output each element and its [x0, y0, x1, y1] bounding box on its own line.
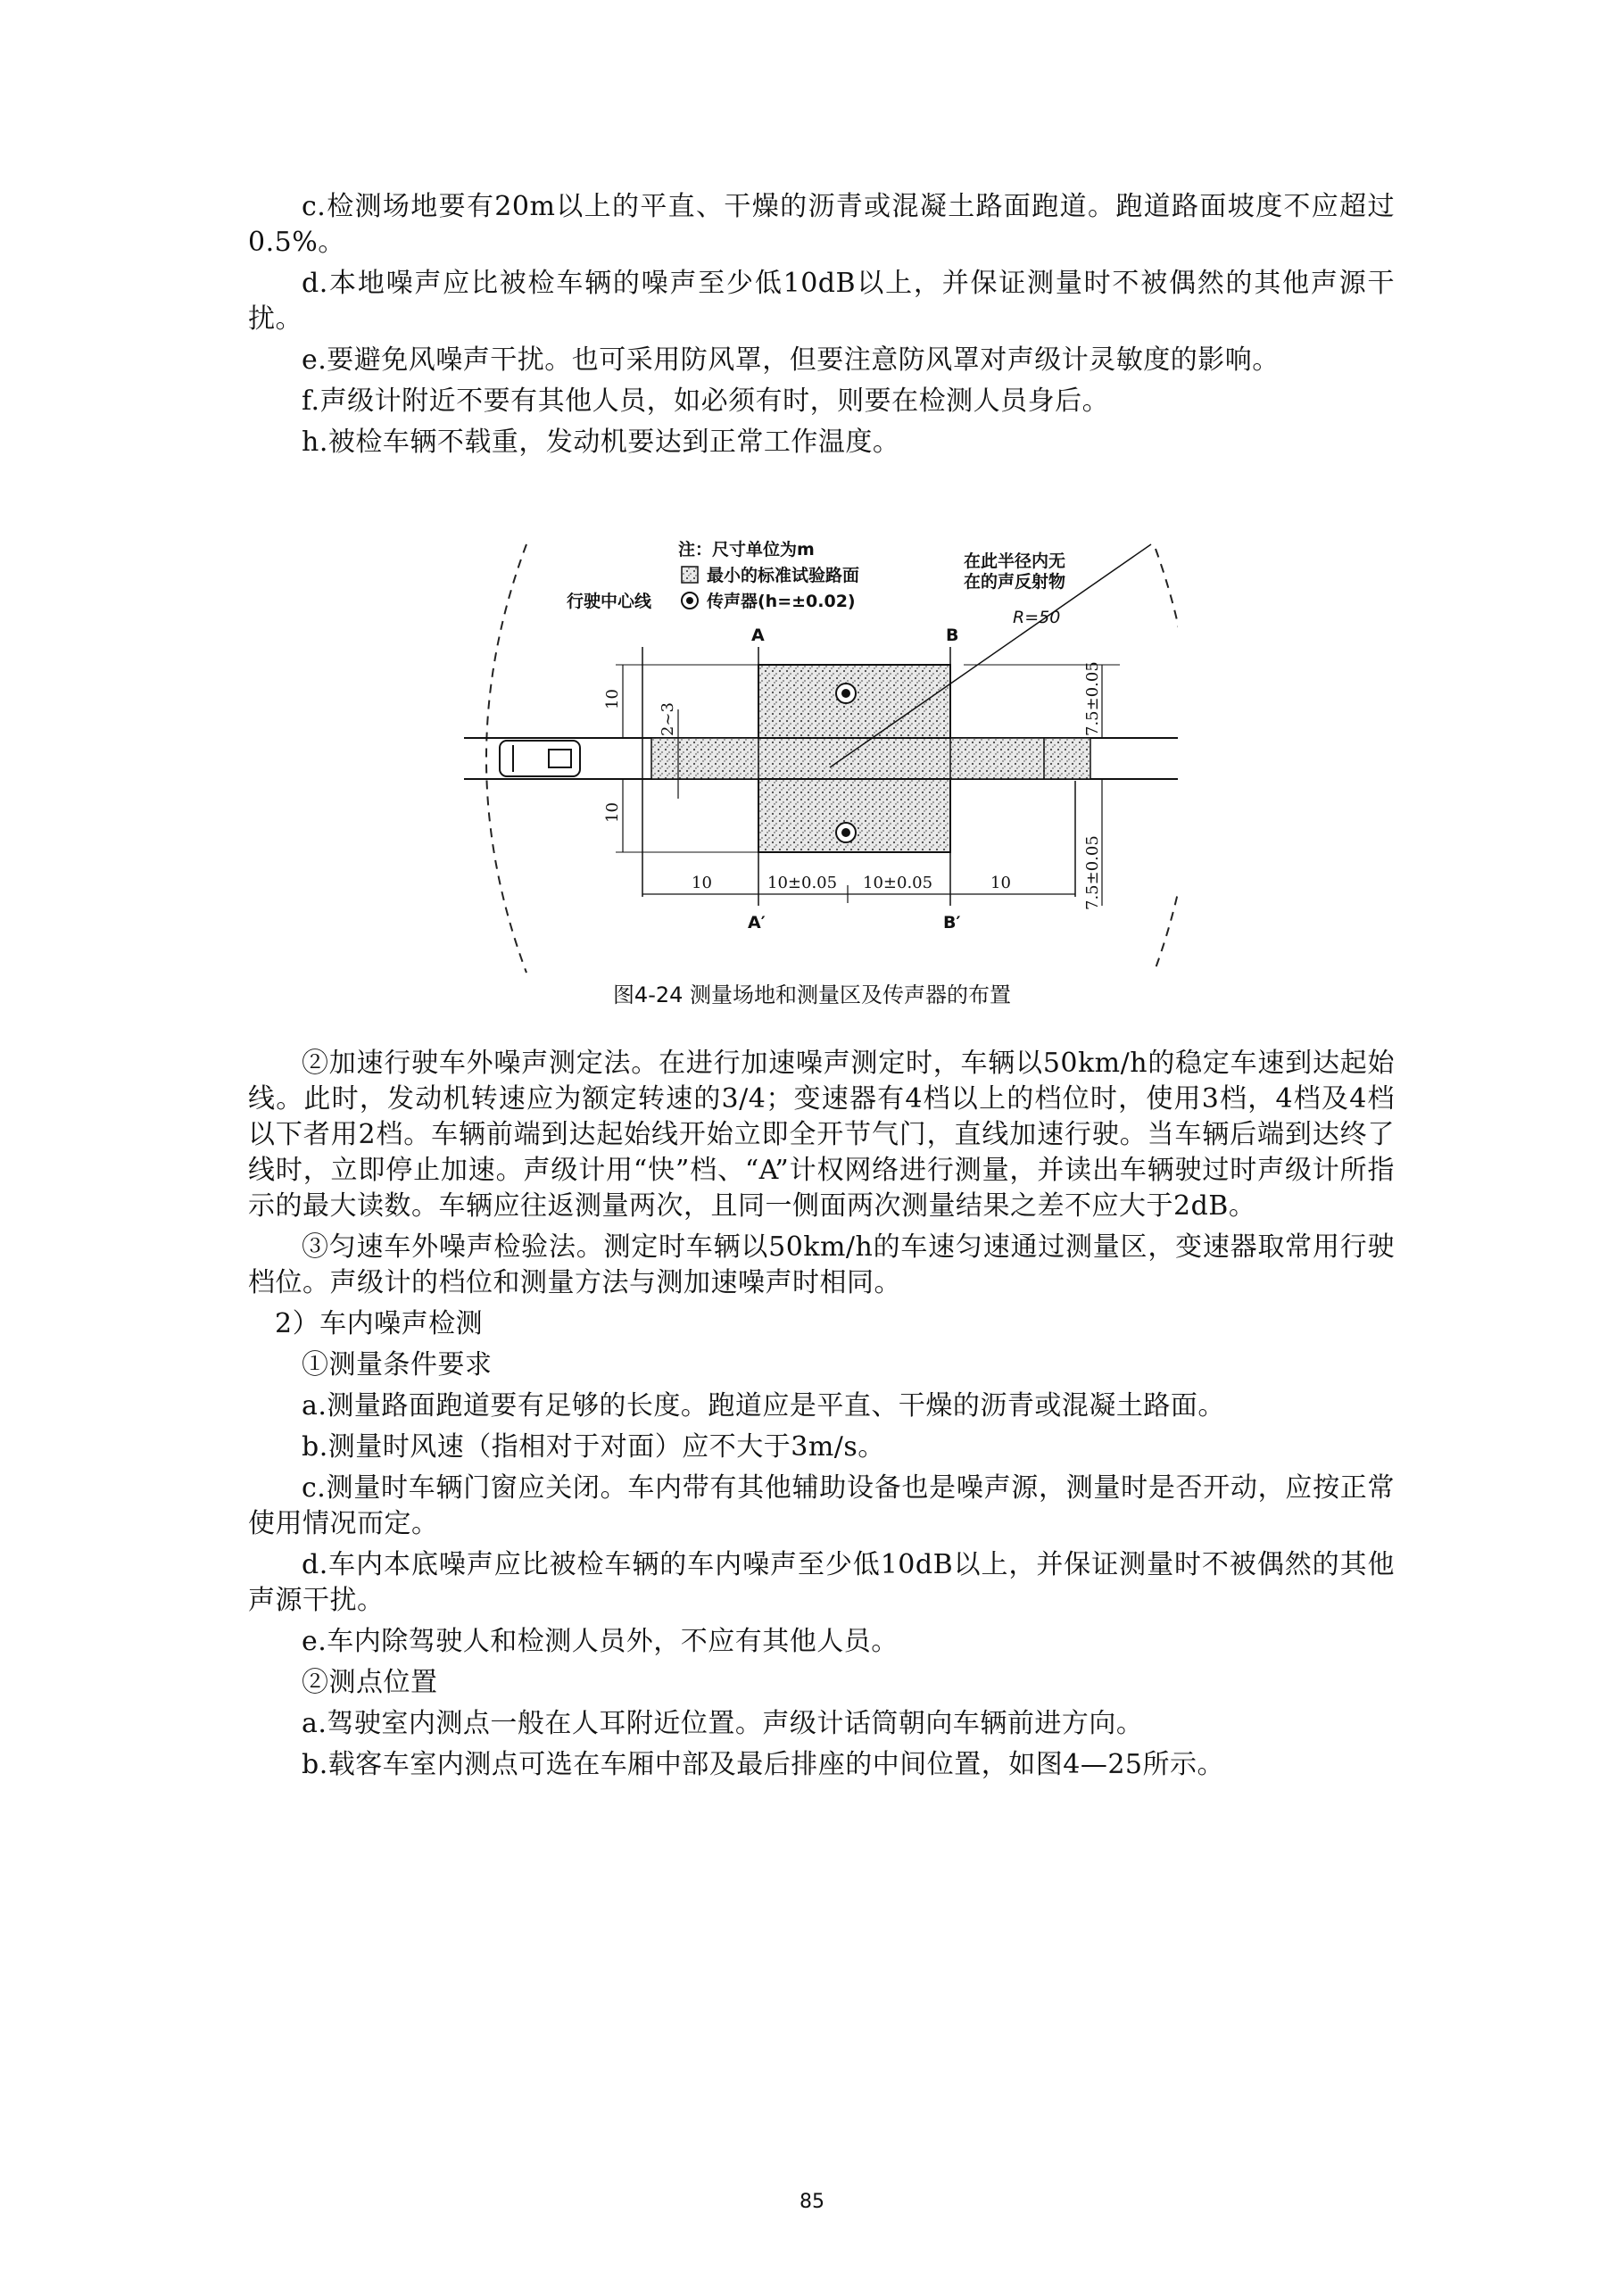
- paragraph-d2: d.车内本底噪声应比被检车辆的车内噪声至少低10dB以上，并保证测量时不被偶然的其他声源干扰。: [248, 1549, 1395, 1616]
- paragraph-a: a.测量路面跑道要有足够的长度。跑道应是平直、干燥的沥青或混凝土路面。: [302, 1390, 1225, 1422]
- radius-boundary-right: [1156, 549, 1178, 968]
- dim-7-5-top: 7.5±0.05: [1083, 661, 1102, 736]
- dim-7-5-bottom: 7.5±0.05: [1083, 835, 1102, 910]
- legend-mic: 传声器(h=±0.02): [707, 592, 856, 611]
- legend-note: 注：尺寸单位为m: [678, 540, 815, 559]
- test-road-strip: [651, 738, 1080, 779]
- paragraph-d: d.本地噪声应比被检车辆的噪声至少低10dB以上，并保证测量时不被偶然的其他声源干扰。: [248, 268, 1395, 335]
- paragraph-h: h.被检车辆不载重，发动机要达到正常工作温度。: [302, 427, 900, 458]
- dim-bottom-2: 10±0.05: [767, 874, 838, 892]
- label-radius-line2: 在的声反射物: [964, 572, 1066, 592]
- test-road-end-strip: [1044, 738, 1090, 779]
- dim-bottom-3: 10±0.05: [863, 874, 933, 892]
- legend-mic-icon: [682, 593, 698, 609]
- paragraph-c2: c.测量时车辆门窗应关闭。车内带有其他辅助设备也是噪声源，测量时是否开动，应按正常使用情况而定。: [248, 1472, 1395, 1539]
- label-B: B: [946, 626, 959, 645]
- dim-10-top: 10: [603, 689, 622, 709]
- label-B-prime: B′: [943, 913, 961, 932]
- dim-10-bottom: 10: [603, 802, 622, 823]
- measurement-zone-top: [758, 665, 950, 738]
- figure-caption: 图4-24 测量场地和测量区及传声器的布置: [612, 982, 1012, 1007]
- dim-2-3: 2~3: [659, 702, 677, 736]
- paragraph-accel: ②加速行驶车外噪声测定法。在进行加速噪声测定时，车辆以50km/h的稳定车速到达起始线。此时，发动机转速应为额定转速的3/4；变速器有4档以上的档位时，使用3档，4档及4档以下者用2档。车辆前端到达起始线开始立即全开节气门，直线加速行驶。当车辆后端到达终了线时，立即停止加速。声级计用“快”档、“A”计权网络进行测量，并读出车辆驶过时声级计所指示的最大读数。车辆应往返测量两次，且同一侧面两次测量结果之差不应大于2dB。: [248, 1048, 1395, 1222]
- label-A: A: [751, 626, 765, 645]
- label-radius-value: R=50: [1013, 608, 1061, 627]
- figure-4-24: [464, 526, 1178, 1008]
- label-centerline: 行驶中心线: [567, 592, 652, 611]
- bottom-text-block: [248, 1046, 1395, 1788]
- paragraph-e: e.要避免风噪声干扰。也可采用防风罩，但要注意防风罩对声级计灵敏度的影响。: [302, 344, 1280, 376]
- microphone-bottom-icon: [836, 823, 856, 842]
- dim-bottom-1: 10: [692, 874, 712, 892]
- vehicle-icon: [500, 741, 580, 776]
- legend-surface: 最小的标准试验路面: [707, 566, 860, 585]
- paragraph-a2: a.驾驶室内测点一般在人耳附近位置。声级计话筒朝向车辆前进方向。: [302, 1708, 1144, 1739]
- top-text-block: [248, 189, 1395, 466]
- measurement-zone-bottom: [758, 779, 950, 852]
- legend-surface-swatch: [682, 567, 698, 583]
- heading-conditions: ①测量条件要求: [302, 1349, 493, 1380]
- paragraph-c: c.检测场地要有20m以上的平直、干燥的沥青或混凝土路面跑道。跑道路面坡度不应超过0.5%。: [248, 191, 1395, 258]
- dim-bottom-4: 10: [990, 874, 1011, 892]
- label-radius-line1: 在此半径内无: [964, 551, 1066, 571]
- paragraph-uniform: ③匀速车外噪声检验法。测定时车辆以50km/h的车速匀速通过测量区，变速器取常用行驶档位。声级计的档位和测量方法与测加速噪声时相同。: [248, 1231, 1395, 1298]
- microphone-top-icon: [836, 684, 856, 703]
- paragraph-b2: b.载客车室内测点可选在车厢中部及最后排座的中间位置，如图4—25所示。: [302, 1749, 1224, 1780]
- label-A-prime: A′: [748, 913, 766, 932]
- paragraph-e2: e.车内除驾驶人和检测人员外，不应有其他人员。: [302, 1626, 899, 1657]
- heading-in-vehicle: 2）车内噪声检测: [275, 1308, 484, 1339]
- paragraph-b: b.测量时风速（指相对于对面）应不大于3m/s。: [302, 1431, 885, 1463]
- site-layout-diagram: [464, 526, 1178, 1008]
- paragraph-f: f.声级计附近不要有其他人员，如必须有时，则要在检测人员身后。: [302, 385, 1110, 417]
- heading-positions: ②测点位置: [302, 1667, 438, 1698]
- page-number: 85: [800, 2191, 824, 2213]
